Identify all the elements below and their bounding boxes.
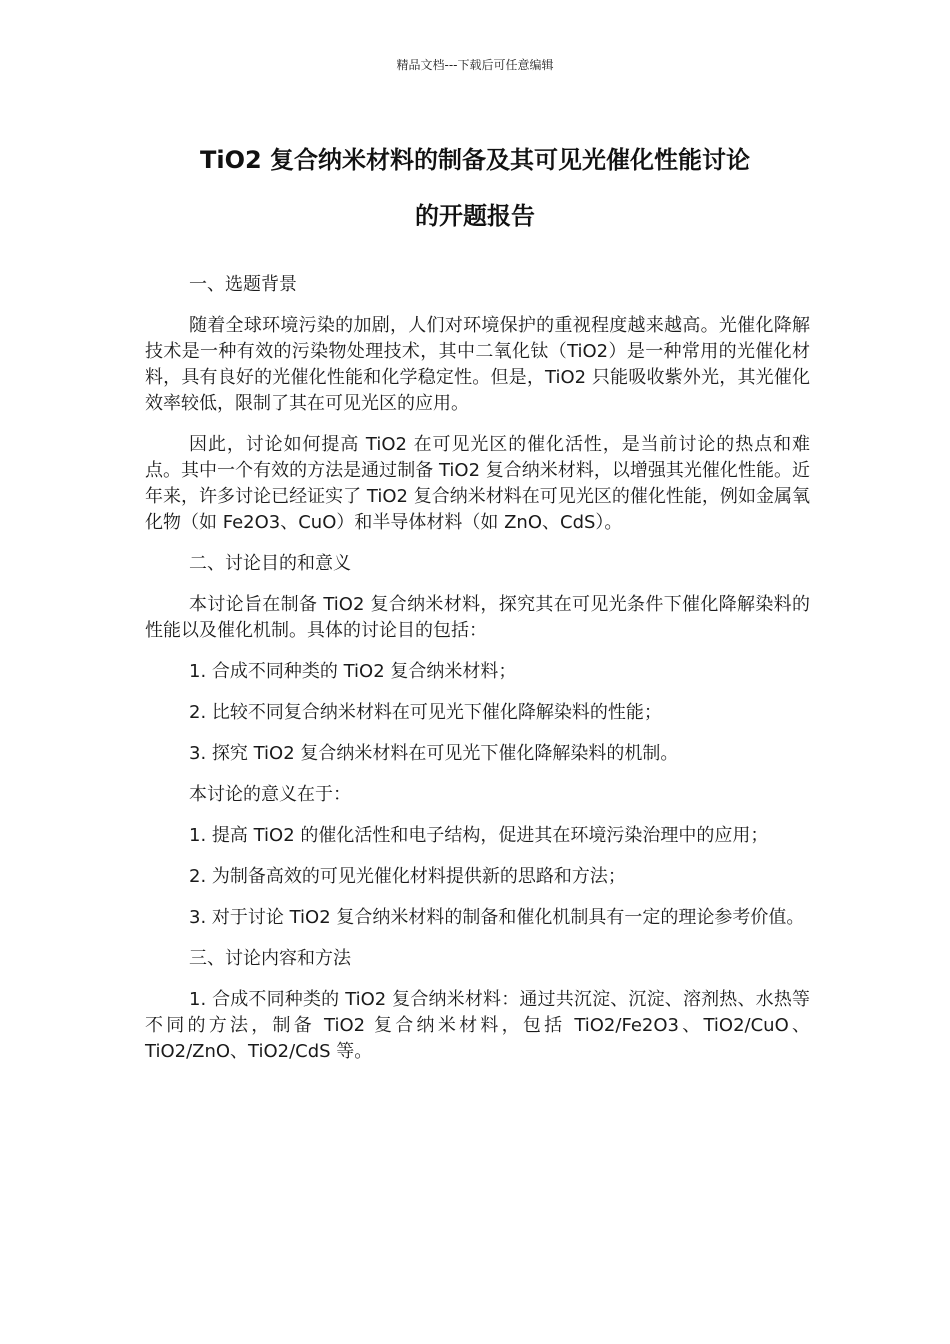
list-item: 2. 比较不同复合纳米材料在可见光下催化降解染料的性能； <box>189 702 662 723</box>
document-title <box>120 132 830 244</box>
list-item: 3. 探究 TiO2 复合纳米材料在可见光下催化降解染料的机制。 <box>189 743 679 764</box>
section-heading-methods: 三、讨论内容和方法 <box>189 948 351 969</box>
paragraph: 本讨论的意义在于： <box>189 784 351 805</box>
paragraph: 本讨论旨在制备 TiO2 复合纳米材料，探究其在可见光条件下催化降解染料的性能以及催化机制。具体的讨论目的包括： <box>145 594 810 641</box>
list-item: 3. 对于讨论 TiO2 复合纳米材料的制备和催化机制具有一定的理论参考价值。 <box>189 907 805 928</box>
document-body <box>145 272 810 1080</box>
list-item: 1. 合成不同种类的 TiO2 复合纳米材料； <box>189 661 517 682</box>
list-item: 1. 合成不同种类的 TiO2 复合纳米材料：通过共沉淀、沉淀、溶剂热、水热等不同的方法，制备 TiO2 复合纳米材料，包括 TiO2/Fe2O3、TiO2/CuO、TiO2/ZnO、TiO2/CdS 等。 <box>145 989 810 1062</box>
section-heading-background: 一、选题背景 <box>189 274 297 295</box>
list-item: 1. 提高 TiO2 的催化活性和电子结构，促进其在环境污染治理中的应用； <box>189 825 769 846</box>
page-header: 精品文档---下载后可任意编辑 <box>396 58 554 72</box>
document-title-line-1: TiO2 复合纳米材料的制备及其可见光催化性能讨论 <box>199 146 751 174</box>
paragraph: 因此，讨论如何提高 TiO2 在可见光区的催化活性，是当前讨论的热点和难点。其中一个有效的方法是通过制备 TiO2 复合纳米材料，以增强其光催化性能。近年来，许多讨论已经证实了 TiO2 复合纳米材料在可见光区的催化性能，例如金属氧化物（如 Fe2O3、CuO）和半导体材料（如 ZnO、CdS）。 <box>145 434 810 533</box>
section-heading-purpose: 二、讨论目的和意义 <box>189 553 351 574</box>
document-title-line-2: 的开题报告 <box>415 202 535 230</box>
list-item: 2. 为制备高效的可见光催化材料提供新的思路和方法； <box>189 866 626 887</box>
paragraph: 随着全球环境污染的加剧，人们对环境保护的重视程度越来越高。光催化降解技术是一种有效的污染物处理技术，其中二氧化钛（TiO2）是一种常用的光催化材料，具有良好的光催化性能和化学稳定性。但是，TiO2 只能吸收紫外光，其光催化效率较低，限制了其在可见光区的应用。 <box>145 315 810 414</box>
